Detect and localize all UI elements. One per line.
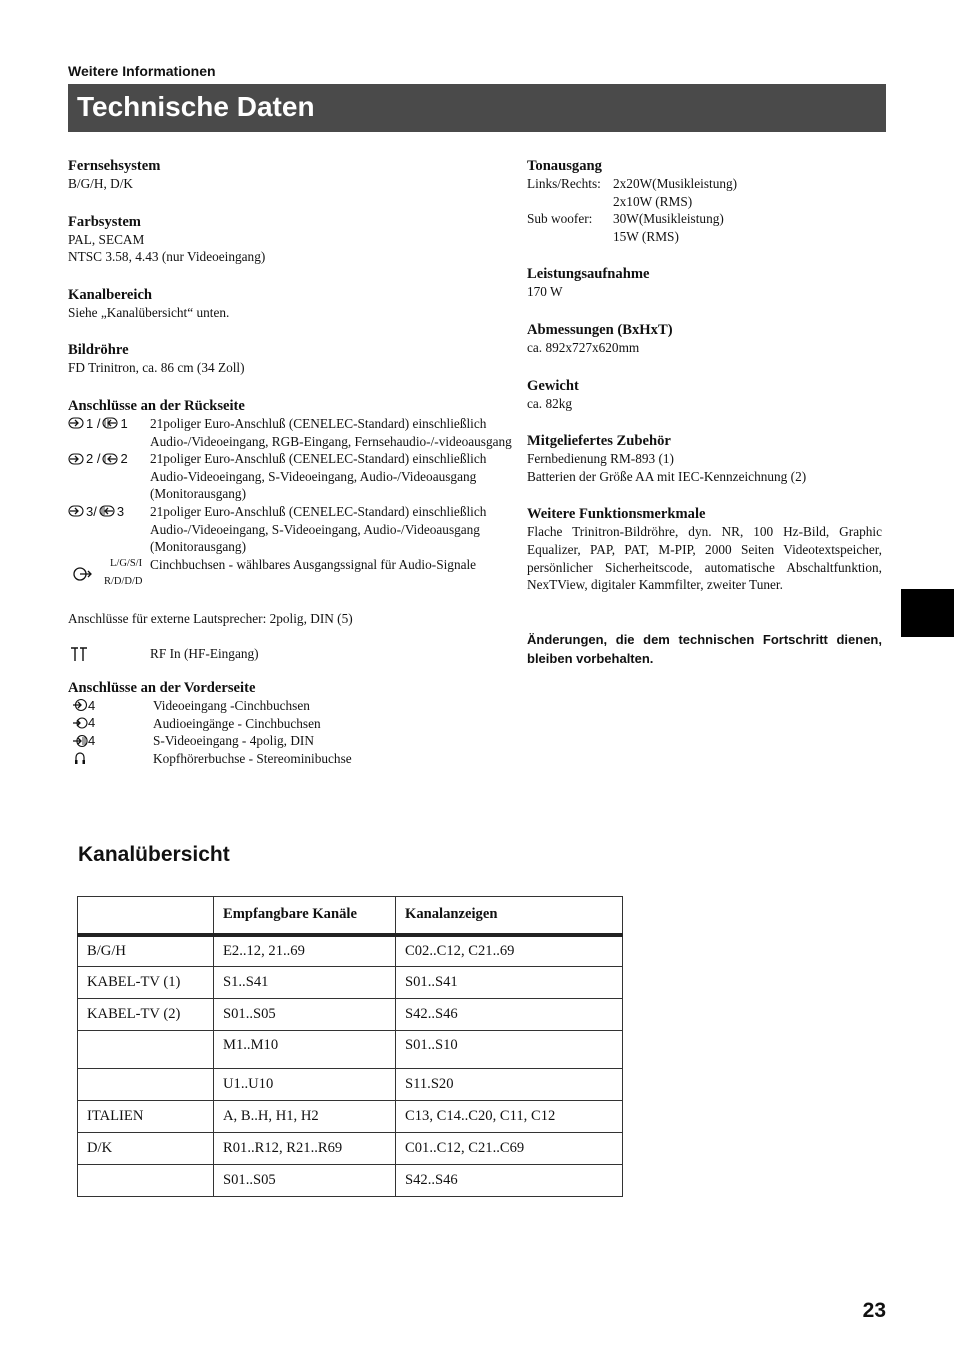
spec-value: FD Trinitron, ca. 86 cm (34 Zoll) [68,360,245,376]
channel-table [77,896,623,1197]
spec-title: Anschlüsse an der Vorderseite [68,679,256,696]
left-column [68,157,518,787]
spec-rear-connectors [68,397,518,663]
table-cell: C01..C12, C21..C69 [396,1133,623,1165]
spec-value: PAL, SECAM [68,231,145,247]
spec-value: 170 W [527,284,563,300]
table-header-cell [78,897,214,935]
spec-value: Fernbedienung RM-893 (1) [527,451,674,467]
rear-connector-3 [68,503,518,556]
table-row [78,1101,623,1133]
antenna-icon [68,645,150,662]
right-column [527,157,882,668]
table-cell: S01..S41 [396,967,623,999]
table-cell [78,1031,214,1069]
rear-connector-1 [68,415,518,450]
spec-value: Batterien der Größe AA mit IEC-Kennzeichnung (2) [527,468,807,484]
change-notice: Änderungen, die dem technischen Fortschritt dienen, bleiben vorbehalten. [527,631,882,666]
spec-color-system [68,213,518,266]
table-row [78,1165,623,1197]
table-cell: S1..S41 [214,967,396,999]
spec-value: Flache Trinitron-Bildröhre, dyn. NR, 100 Hz-Bild, Graphic Equalizer, PAP, PAT, M-PIP, 2000 Seiten Videotextspeicher, persönlicher Sicherheitscode, automatische Abschaltfunktion, NexTView, digitaler Kammfilter, zweiter Tuner. [527,524,882,593]
table-cell: M1..M10 [214,1031,396,1069]
channel-overview-title: Kanalübersicht [78,843,230,866]
connector-description: 21poliger Euro-Anschluß (CENELEC-Standard) einschließlich Audio-/Videoeingang, RGB-Eingang, Fernsehaudio-/-videoausgang [150,415,512,449]
table-row [78,1069,623,1101]
spec-title: Anschlüsse an der Rückseite [68,397,245,414]
connector-description: 21poliger Euro-Anschluß (CENELEC-Standard) einschließlich Audio-/Videoeingang, S-Videoeingang, Audio-/Videoausgang (Monitorausgang) [150,503,487,555]
table-cell: KABEL-TV (1) [78,967,214,999]
table-row [78,999,623,1031]
spec-tv-system [68,157,518,193]
spec-front-connectors [68,679,518,767]
spec-value: ca. 82kg [527,395,573,411]
title-bar [68,84,886,132]
table-cell: A, B..H, H1, H2 [214,1101,396,1133]
table-row [78,1133,623,1165]
spec-title: Weitere Funktionsmerkmale [527,506,706,523]
table-row [78,935,623,967]
table-cell: R01..R12, R21..R69 [214,1133,396,1165]
s-video-icon: 4 [68,732,153,749]
table-cell: D/K [78,1133,214,1165]
table-cell: B/G/H [78,935,214,967]
scart-3-icon: 3/ 3 [68,503,150,520]
connector-description: 21poliger Euro-Anschluß (CENELEC-Standard) einschließlich Audio-Videoeingang, S-Videoeingang, Audio-/Videoausgang (Monitorausgang) [150,451,487,502]
table-cell: S01..S05 [214,1165,396,1197]
speaker-connectors: Anschlüsse für externe Lautsprecher: 2polig, DIN (5) [68,610,353,626]
spec-weight [527,377,882,413]
table-header-cell: Empfangbare Kanäle [214,897,396,935]
rear-connector-audio-out [68,556,518,592]
video-in-icon: 4 [68,697,153,714]
spec-value: NTSC 3.58, 4.43 (nur Videoeingang) [68,249,266,265]
page-title: Technische Daten [77,91,315,122]
front-connector-audio: 4 Audioeingänge - Cinchbuchsen [68,715,518,733]
spec-picture-tube [68,341,518,377]
front-connector-headphones: Kopfhörerbuchse - Stereominibuchse [68,750,518,768]
spec-title: Bildröhre [68,342,129,359]
spec-title: Abmessungen (BxHxT) [527,321,673,338]
spec-row: 2x10W (RMS) [613,193,693,209]
spec-title: Fernsehsystem [68,158,161,174]
spec-power [527,265,882,301]
headphones-icon [68,750,153,767]
scart-2-icon: 2 / 2 [68,450,150,467]
spec-title: Farbsystem [68,213,141,230]
front-connector-video: 4 Videoeingang -Cinchbuchsen [68,697,518,715]
audio-in-icon: 4 [68,715,153,732]
table-cell: C02..C12, C21..69 [396,935,623,967]
rear-connector-2 [68,450,518,503]
table-cell: S42..S46 [396,1165,623,1197]
table-row [78,1031,623,1069]
table-cell [78,1165,214,1197]
table-cell: ITALIEN [78,1101,214,1133]
table-cell: S11.S20 [396,1069,623,1101]
spec-channel-range [68,286,518,322]
audio-out-icon: L/G/S/I R/D/D/D [68,556,150,592]
table-cell: E2..12, 21..69 [214,935,396,967]
table-cell [78,1069,214,1101]
rf-connector: RF In (HF-Eingang) [68,645,518,663]
table-cell: C13, C14..C20, C11, C12 [396,1101,623,1133]
table-header-cell: Kanalanzeigen [396,897,623,935]
spec-row: Sub woofer: 30W(Musikleistung) [527,211,724,227]
scart-1-icon: 1 / 1 [68,415,150,432]
front-connector-s-video: 4 S-Videoeingang - 4polig, DIN [68,732,518,750]
page-number: 23 [862,1299,886,1322]
spec-title: Mitgeliefertes Zubehör [527,433,671,450]
table-cell: S42..S46 [396,999,623,1031]
spec-title: Kanalbereich [68,286,153,303]
table-cell: S01..S10 [396,1031,623,1069]
table-cell: KABEL-TV (2) [78,999,214,1031]
spec-title: Gewicht [527,377,579,394]
connector-description: Cinchbuchsen - wählbares Ausgangssignal für Audio-Signale [150,556,477,572]
spec-value: B/G/H, D/K [68,176,134,191]
spec-value: Siehe „Kanalübersicht“ unten. [68,304,230,320]
table-cell: U1..U10 [214,1069,396,1101]
spec-accessories [527,432,882,485]
spec-value: ca. 892x727x620mm [527,339,640,355]
section-label: Weitere Informationen [68,63,216,79]
table-row [78,967,623,999]
spec-title: Leistungsaufnahme [527,266,650,283]
table-header-row [78,897,623,935]
side-tab-marker [901,589,954,637]
spec-dimensions [527,321,882,357]
spec-row: Links/Rechts: 2x20W(Musikleistung) [527,176,738,191]
spec-audio-out [527,157,882,245]
spec-title: Tonausgang [527,158,602,174]
table-cell: S01..S05 [214,999,396,1031]
spec-features [527,505,882,593]
spec-row: 15W (RMS) [613,228,679,244]
